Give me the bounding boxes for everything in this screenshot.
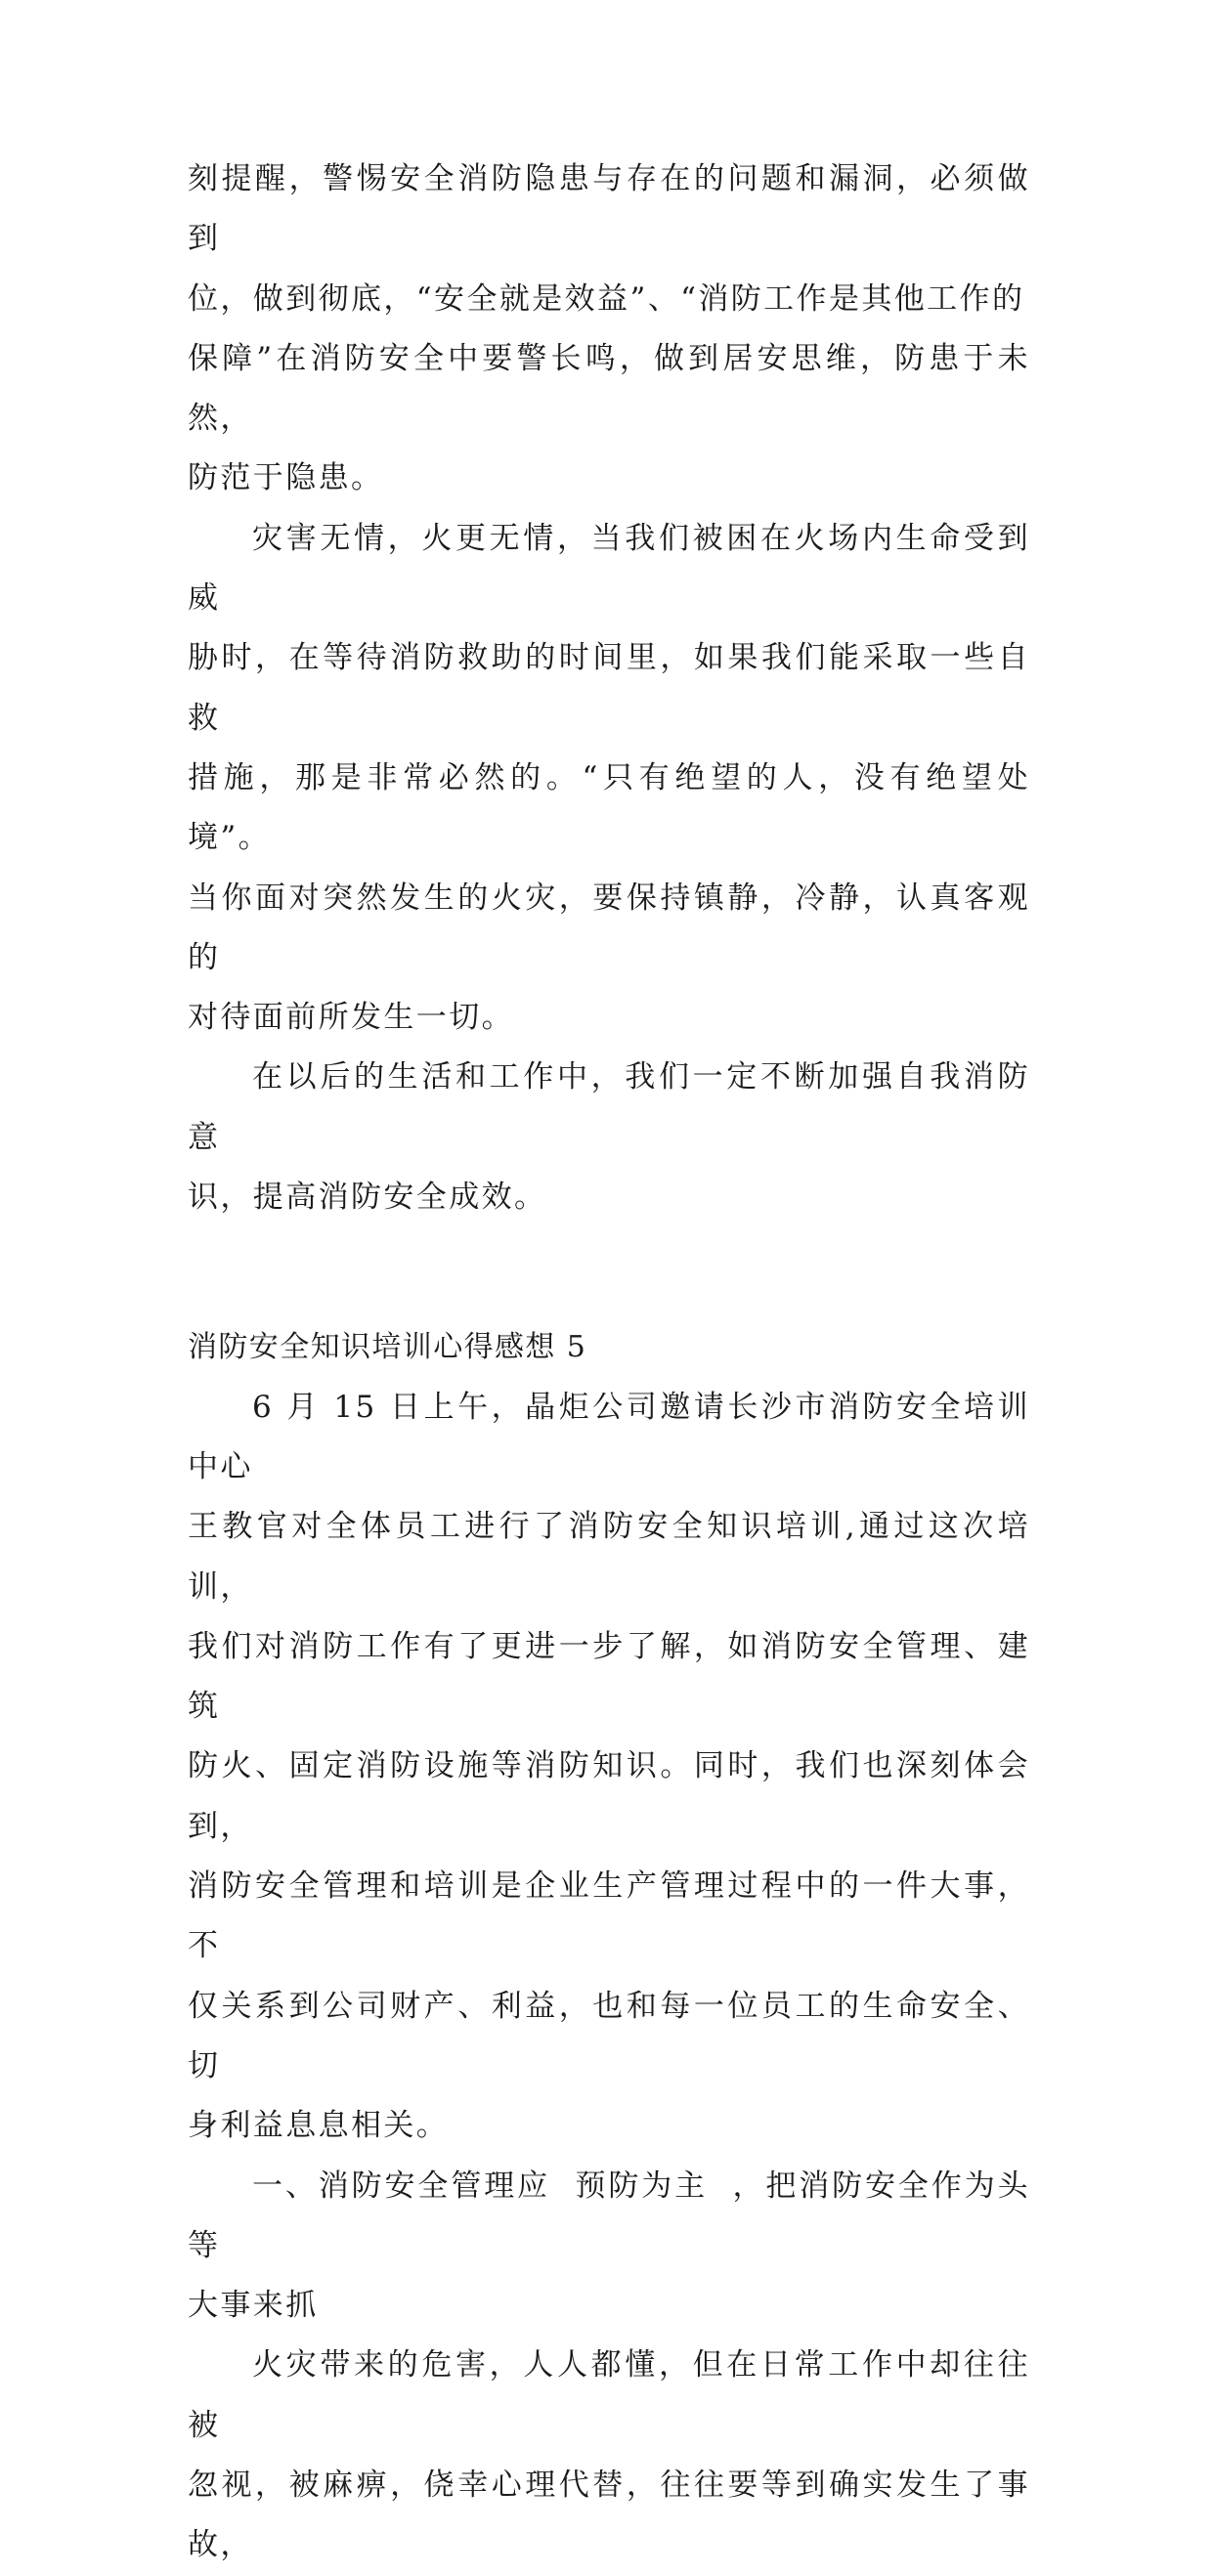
paragraph-disaster-response [188, 509, 1030, 1049]
paragraph-fire-vigilance [188, 150, 1030, 509]
text-line: 灾害无情，火更无情，当我们被困在火场内生命受到威 [188, 520, 1030, 617]
text-line: 王教官对全体员工进行了消防安全知识培训,通过这次培训， [188, 1509, 1030, 1605]
text-line: 仅关系到公司财产、利益，也和每一位员工的生命安全、切 [188, 1988, 1030, 2083]
paragraph-fire-hazard [188, 2336, 1030, 2575]
text-line: 保障”在消防安全中要警长鸣，做到居安思维，防患于未然， [188, 340, 1030, 437]
text-line: 对待面前所发生一切。 [188, 1000, 514, 1036]
text-line: 大事来抓 [188, 2288, 319, 2324]
text-line: 胁时，在等待消防救助的时间里，如果我们能采取一些自救 [188, 640, 1030, 736]
text-line: 措施，那是非常必然的。“只有绝望的人，没有绝望处境”。 [188, 759, 1030, 856]
text-line: 防范于隐患。 [188, 460, 384, 496]
text-line: 在以后的生活和工作中，我们一定不断加强自我消防意 [188, 1059, 1030, 1155]
text-line: 当你面对突然发生的火灾，要保持镇静，冷静，认真客观的 [188, 880, 1030, 975]
text-line: 位，做到彻底，“安全就是效益”、“消防工作是其他工作的 [188, 280, 1025, 317]
text-line: 一、消防安全管理应 预防为主 ，把消防安全作为头等 [188, 2168, 1030, 2263]
text-line: 识，提高消防安全成效。 [188, 1180, 547, 1216]
text-line: 忽视，被麻痹，侥幸心理代替，往往要等到确实发生了事故， [188, 2467, 1030, 2563]
text-line: 刻提醒，警惕安全消防隐患与存在的问题和漏洞，必须做到 [188, 161, 1030, 257]
paragraph-subheading-prevention [188, 2157, 1030, 2337]
text-line: 火灾带来的危害，人人都懂，但在日常工作中却往往被 [188, 2347, 1030, 2443]
text-line: 6 月 15 日上午，晶炬公司邀请长沙市消防安全培训中心 [188, 1389, 1030, 1484]
section-heading [188, 1317, 1030, 1377]
document-body [188, 150, 1030, 2576]
text-line: 身利益息息相关。 [188, 2108, 450, 2144]
text-line: 消防安全管理和培训是企业生产管理过程中的一件大事，不 [188, 1868, 1030, 1964]
heading-text: 消防安全知识培训心得感想 5 [188, 1330, 587, 1365]
paragraph-training-intro [188, 1378, 1030, 2157]
text-line: 我们对消防工作有了更进一步了解，如消防安全管理、建筑 [188, 1628, 1030, 1725]
paragraph-future-awareness [188, 1048, 1030, 1227]
text-line: 防火、固定消防设施等消防知识。同时，我们也深刻体会到， [188, 1748, 1030, 1844]
